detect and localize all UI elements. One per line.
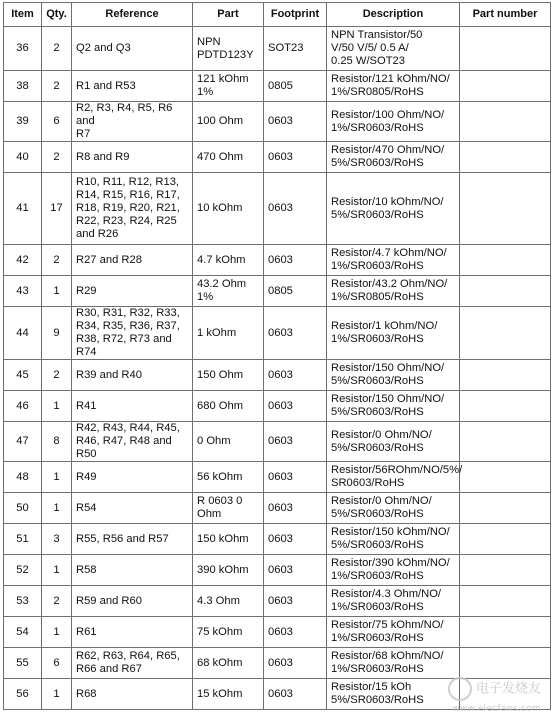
- cell-footprint: 0805: [264, 71, 327, 102]
- cell-part: 75 kOhm: [193, 617, 264, 648]
- cell-footprint: 0603: [264, 307, 327, 360]
- cell-item: 44: [4, 307, 42, 360]
- cell-qty: 1: [42, 617, 72, 648]
- cell-part: 43.2 Ohm 1%: [193, 276, 264, 307]
- cell-footprint: 0603: [264, 555, 327, 586]
- cell-part: 0 Ohm: [193, 422, 264, 462]
- cell-reference: R55, R56 and R57: [72, 524, 193, 555]
- cell-footprint: 0603: [264, 648, 327, 679]
- cell-description: Resistor/100 Ohm/NO/ 1%/SR0603/RoHS: [327, 102, 460, 142]
- cell-reference: R30, R31, R32, R33, R34, R35, R36, R37, R38, R72, R73 and R74: [72, 307, 193, 360]
- cell-qty: 2: [42, 586, 72, 617]
- cell-part: 121 kOhm 1%: [193, 71, 264, 102]
- cell-qty: 1: [42, 493, 72, 524]
- cell-part-number: [460, 71, 551, 102]
- cell-part-number: [460, 173, 551, 245]
- cell-footprint: 0603: [264, 586, 327, 617]
- cell-item: 52: [4, 555, 42, 586]
- cell-reference: R59 and R60: [72, 586, 193, 617]
- cell-part-number: [460, 102, 551, 142]
- watermark-url: www.elecfans.com: [452, 704, 541, 714]
- table-row: [4, 462, 551, 493]
- cell-footprint: 0603: [264, 360, 327, 391]
- cell-footprint: SOT23: [264, 27, 327, 71]
- table-row: [4, 617, 551, 648]
- cell-footprint: 0603: [264, 422, 327, 462]
- cell-reference: R29: [72, 276, 193, 307]
- cell-reference: R41: [72, 391, 193, 422]
- cell-part-number: [460, 422, 551, 462]
- cell-part-number: [460, 276, 551, 307]
- cell-description: Resistor/4.3 Ohm/NO/ 1%/SR0603/RoHS: [327, 586, 460, 617]
- cell-reference: Q2 and Q3: [72, 27, 193, 71]
- cell-qty: 17: [42, 173, 72, 245]
- cell-footprint: 0603: [264, 391, 327, 422]
- cell-qty: 2: [42, 245, 72, 276]
- cell-qty: 1: [42, 391, 72, 422]
- watermark-logo-icon: [448, 677, 472, 701]
- cell-qty: 8: [42, 422, 72, 462]
- cell-part-number: [460, 586, 551, 617]
- cell-reference: R1 and R53: [72, 71, 193, 102]
- cell-description: Resistor/10 kOhm/NO/ 5%/SR0603/RoHS: [327, 173, 460, 245]
- cell-reference: R8 and R9: [72, 142, 193, 173]
- watermark-logo-text: 电子发烧友: [475, 681, 541, 697]
- cell-description: Resistor/150 Ohm/NO/ 5%/SR0603/RoHS: [327, 391, 460, 422]
- bom-table: [3, 2, 551, 710]
- cell-part-number: [460, 493, 551, 524]
- cell-qty: 9: [42, 307, 72, 360]
- cell-reference: R68: [72, 679, 193, 710]
- table-row: [4, 422, 551, 462]
- cell-footprint: 0805: [264, 276, 327, 307]
- cell-description: Resistor/0 Ohm/NO/ 5%/SR0603/RoHS: [327, 493, 460, 524]
- cell-part: 150 Ohm: [193, 360, 264, 391]
- cell-part: NPN PDTD123Y: [193, 27, 264, 71]
- table-row: [4, 493, 551, 524]
- cell-part-number: [460, 391, 551, 422]
- cell-part-number: [460, 27, 551, 71]
- header-reference: Reference: [72, 3, 193, 27]
- watermark: [448, 677, 541, 716]
- cell-part: 680 Ohm: [193, 391, 264, 422]
- cell-part-number: [460, 307, 551, 360]
- cell-part-number: [460, 555, 551, 586]
- cell-part: 4.7 kOhm: [193, 245, 264, 276]
- table-row: [4, 27, 551, 71]
- header-item: Item: [4, 3, 42, 27]
- cell-item: 55: [4, 648, 42, 679]
- cell-footprint: 0603: [264, 524, 327, 555]
- cell-reference: R27 and R28: [72, 245, 193, 276]
- cell-item: 47: [4, 422, 42, 462]
- table-row: [4, 102, 551, 142]
- cell-item: 43: [4, 276, 42, 307]
- cell-qty: 2: [42, 360, 72, 391]
- cell-part-number: [460, 617, 551, 648]
- cell-footprint: 0603: [264, 245, 327, 276]
- cell-description: Resistor/121 kOhm/NO/ 1%/SR0805/RoHS: [327, 71, 460, 102]
- cell-footprint: 0603: [264, 617, 327, 648]
- cell-item: 46: [4, 391, 42, 422]
- table-row: [4, 276, 551, 307]
- table-row: [4, 524, 551, 555]
- cell-description: Resistor/15 kOh 5%/SR0603/RoHS: [327, 679, 460, 710]
- cell-part: 68 kOhm: [193, 648, 264, 679]
- cell-item: 36: [4, 27, 42, 71]
- table-row: [4, 360, 551, 391]
- cell-reference: R42, R43, R44, R45, R46, R47, R48 and R50: [72, 422, 193, 462]
- cell-item: 45: [4, 360, 42, 391]
- table-row: [4, 245, 551, 276]
- cell-part: 4.3 Ohm: [193, 586, 264, 617]
- cell-reference: R10, R11, R12, R13, R14, R15, R16, R17, R18, R19, R20, R21, R22, R23, R24, R25 and R26: [72, 173, 193, 245]
- cell-qty: 1: [42, 462, 72, 493]
- cell-item: 51: [4, 524, 42, 555]
- cell-part-number: [460, 524, 551, 555]
- table-row: [4, 555, 551, 586]
- cell-footprint: 0603: [264, 493, 327, 524]
- cell-part-number: [460, 648, 551, 679]
- cell-part-number: [460, 245, 551, 276]
- cell-part-number: [460, 142, 551, 173]
- cell-description: Resistor/470 Ohm/NO/ 5%/SR0603/RoHS: [327, 142, 460, 173]
- cell-reference: R2, R3, R4, R5, R6 and R7: [72, 102, 193, 142]
- cell-description: Resistor/390 kOhm/NO/ 1%/SR0603/RoHS: [327, 555, 460, 586]
- cell-description: Resistor/150 Ohm/NO/ 5%/SR0603/RoHS: [327, 360, 460, 391]
- cell-part-number: [460, 462, 551, 493]
- cell-reference: R61: [72, 617, 193, 648]
- cell-item: 38: [4, 71, 42, 102]
- table-row: [4, 71, 551, 102]
- cell-description: Resistor/75 kOhm/NO/ 1%/SR0603/RoHS: [327, 617, 460, 648]
- cell-description: Resistor/43.2 Ohm/NO/ 1%/SR0805/RoHS: [327, 276, 460, 307]
- cell-description: Resistor/150 kOhm/NO/ 5%/SR0603/RoHS: [327, 524, 460, 555]
- cell-qty: 1: [42, 555, 72, 586]
- cell-part: 56 kOhm: [193, 462, 264, 493]
- header-part-number: Part number: [460, 3, 551, 27]
- header-row: [4, 3, 551, 27]
- cell-footprint: 0603: [264, 462, 327, 493]
- cell-part-number: [460, 360, 551, 391]
- table-row: [4, 586, 551, 617]
- cell-description: Resistor/68 kOhm/NO/ 1%/SR0603/RoHS: [327, 648, 460, 679]
- cell-part: 150 kOhm: [193, 524, 264, 555]
- cell-footprint: 0603: [264, 173, 327, 245]
- header-description: Description: [327, 3, 460, 27]
- cell-part: 100 Ohm: [193, 102, 264, 142]
- cell-item: 41: [4, 173, 42, 245]
- cell-item: 50: [4, 493, 42, 524]
- cell-item: 53: [4, 586, 42, 617]
- cell-item: 56: [4, 679, 42, 710]
- cell-item: 42: [4, 245, 42, 276]
- cell-qty: 2: [42, 142, 72, 173]
- header-footprint: Footprint: [264, 3, 327, 27]
- cell-part: R 0603 0 Ohm: [193, 493, 264, 524]
- cell-item: 48: [4, 462, 42, 493]
- header-qty: Qty.: [42, 3, 72, 27]
- table-row: [4, 307, 551, 360]
- cell-qty: 6: [42, 102, 72, 142]
- cell-footprint: 0603: [264, 679, 327, 710]
- cell-description: Resistor/1 kOhm/NO/ 1%/SR0603/RoHS: [327, 307, 460, 360]
- cell-part: 10 kOhm: [193, 173, 264, 245]
- header-part: Part: [193, 3, 264, 27]
- cell-qty: 3: [42, 524, 72, 555]
- cell-part: 1 kOhm: [193, 307, 264, 360]
- cell-description: Resistor/4.7 kOhm/NO/ 1%/SR0603/RoHS: [327, 245, 460, 276]
- cell-item: 40: [4, 142, 42, 173]
- cell-qty: 1: [42, 679, 72, 710]
- cell-qty: 1: [42, 276, 72, 307]
- cell-reference: R39 and R40: [72, 360, 193, 391]
- cell-part: 470 Ohm: [193, 142, 264, 173]
- cell-qty: 2: [42, 71, 72, 102]
- cell-reference: R62, R63, R64, R65, R66 and R67: [72, 648, 193, 679]
- table-row: [4, 391, 551, 422]
- cell-part: 390 kOhm: [193, 555, 264, 586]
- cell-reference: R49: [72, 462, 193, 493]
- cell-description: Resistor/56ROhm/NO/5%/ SR0603/RoHS: [327, 462, 460, 493]
- cell-footprint: 0603: [264, 142, 327, 173]
- cell-item: 39: [4, 102, 42, 142]
- cell-reference: R54: [72, 493, 193, 524]
- table-row: [4, 173, 551, 245]
- cell-qty: 2: [42, 27, 72, 71]
- cell-footprint: 0603: [264, 102, 327, 142]
- cell-item: 54: [4, 617, 42, 648]
- table-row: [4, 142, 551, 173]
- cell-reference: R58: [72, 555, 193, 586]
- table-row: [4, 648, 551, 679]
- cell-description: NPN Transistor/50 V/50 V/5/ 0.5 A/ 0.25 W/SOT23: [327, 27, 460, 71]
- cell-description: Resistor/0 Ohm/NO/ 5%/SR0603/RoHS: [327, 422, 460, 462]
- cell-qty: 6: [42, 648, 72, 679]
- cell-part: 15 kOhm: [193, 679, 264, 710]
